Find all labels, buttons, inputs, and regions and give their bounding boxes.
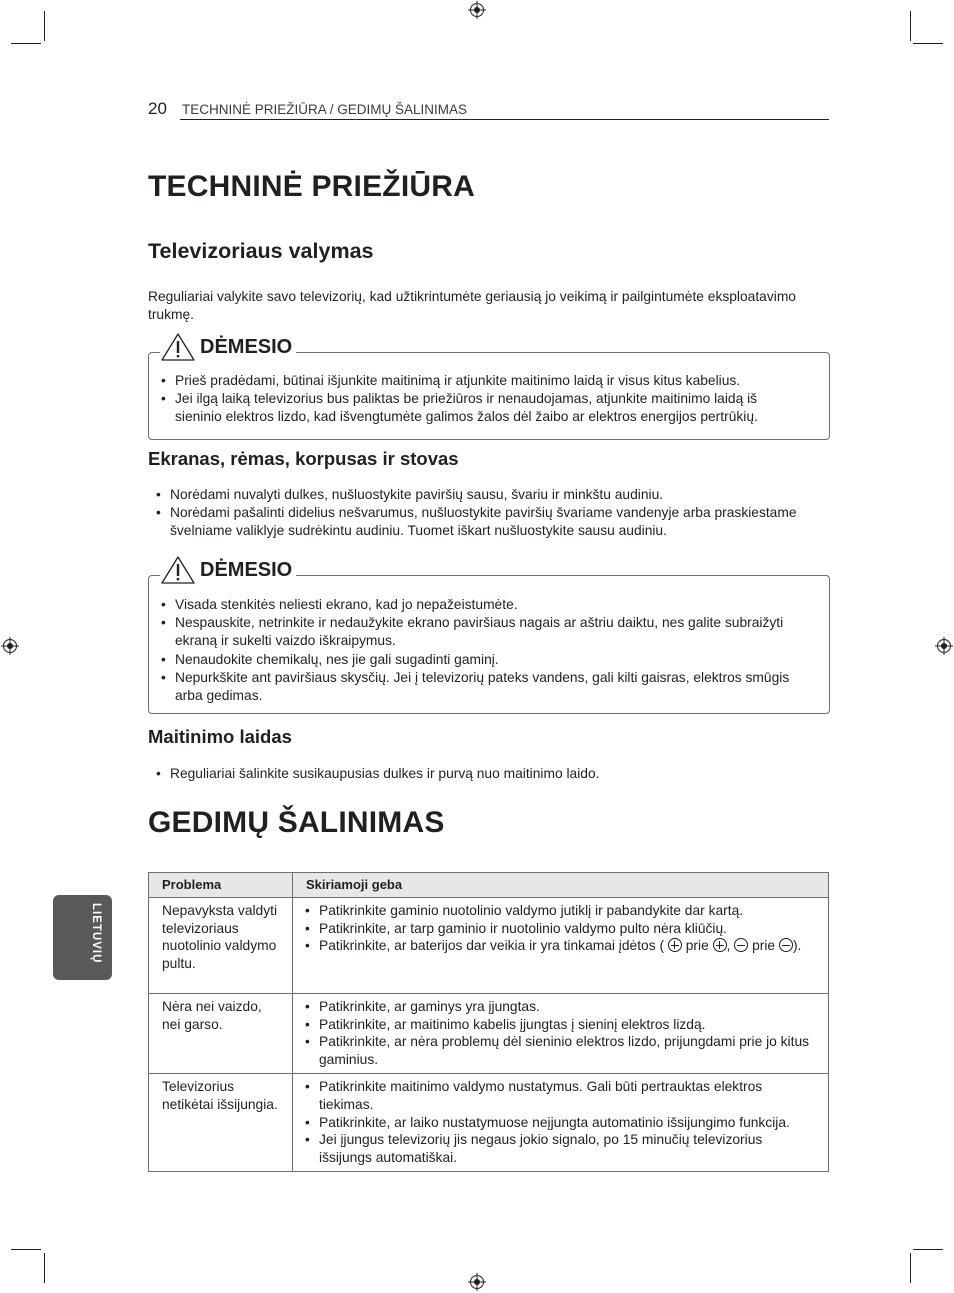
list-item: • Patikrinkite gaminio nuotolinio valdymo jutiklį ir pabandykite dar kartą.: [305, 902, 818, 920]
registration-mark-icon: [1, 637, 19, 655]
list-item: • Jei įjungus televizorių jis negaus jokio signalo, po 15 minučių televizorius išsijungs automatiškai.: [305, 1131, 818, 1166]
caution-title: DĖMESIO: [200, 558, 293, 581]
list-item: • Patikrinkite, ar tarp gaminio ir nuotolinio valdymo pulto nėra kliūčių.: [305, 920, 818, 938]
list-item: • Patikrinkite, ar maitinimo kabelis įjungtas į sieninį elektros lizdą.: [305, 1016, 818, 1034]
crop-mark: [11, 1249, 41, 1250]
list-item: • Nespauskite, netrinkite ir nedaužykite ekrano paviršiaus nagais ar aštriu daiktu, nes galite subraižyti ekraną ir sukelti vaizdo iškraipymus.: [161, 614, 816, 650]
table-header-row: [149, 873, 829, 898]
cord-list: [156, 765, 826, 783]
list-item: • Norėdami nuvalyti dulkes, nušluostykite paviršių sausu, švariu ir minkštu audiniu.: [156, 486, 826, 504]
header-rule: [180, 119, 829, 120]
list-item: • Patikrinkite, ar nėra problemų dėl sieninio elektros lizdo, prijungdami prie jo kitus gaminius.: [305, 1033, 818, 1068]
troubleshooting-title: GEDIMŲ ŠALINIMAS: [148, 806, 445, 839]
minus-terminal-icon: [779, 938, 793, 952]
crop-mark: [11, 43, 41, 44]
list-item: • Jei ilgą laiką televizorius bus paliktas be priežiūros ir nenaudojamas, atjunkite maitinimo laidą iš sieninio elektros lizdo, kad išvengtumėte galimos žalos dėl žaibo ar elektros energijos pertrūkių.: [161, 390, 791, 426]
troubleshooting-table: [148, 872, 829, 1172]
table-row: [149, 1074, 829, 1172]
cord-heading: Maitinimo laidas: [148, 726, 292, 747]
maintenance-title: TECHNINĖ PRIEŽIŪRA: [148, 170, 475, 203]
table-row: [149, 994, 829, 1074]
cleaning-heading: Televizoriaus valymas: [148, 239, 374, 263]
running-header: TECHNINĖ PRIEŽIŪRA / GEDIMŲ ŠALINIMAS: [182, 102, 468, 117]
warning-triangle-icon: [160, 332, 196, 362]
minus-terminal-icon: [734, 938, 748, 952]
page-number: 20: [148, 99, 167, 118]
caution-header: [160, 332, 296, 362]
plus-terminal-icon: [713, 938, 727, 952]
crop-mark: [913, 43, 943, 44]
caution-header: [160, 555, 296, 585]
list-item: • Patikrinkite, ar gaminys yra įjungtas.: [305, 998, 818, 1016]
list-item: • Visada stenkitės neliesti ekrano, kad jo nepažeistumėte.: [161, 596, 816, 614]
column-header-solution: Skiriamoji geba: [293, 873, 829, 898]
registration-mark-icon: [935, 637, 953, 655]
problem-cell: Televizorius netikėtai išsijungia.: [149, 1074, 293, 1172]
screen-list: [156, 486, 826, 541]
registration-mark-icon: [468, 1, 486, 19]
language-tab: [53, 895, 112, 980]
cleaning-intro: Reguliariai valykite savo televizorių, kad užtikrintumėte geriausią jo veikimą ir pailgintumėte eksploatavimo trukmę.: [148, 289, 796, 322]
list-item: • Patikrinkite, ar laiko nustatymuose neįjungta automatinio išsijungimo funkcija.: [305, 1114, 818, 1132]
list-item: • Patikrinkite maitinimo valdymo nustatymus. Gali būti pertrauktas elektros tiekimas.: [305, 1078, 818, 1113]
list-item: • Reguliariai šalinkite susikaupusias dulkes ir purvą nuo maitinimo laido.: [156, 765, 826, 783]
crop-mark: [913, 1249, 943, 1250]
crop-mark: [910, 1253, 911, 1283]
table-row: [149, 898, 829, 994]
list-item: • Prieš pradėdami, būtinai išjunkite maitinimą ir atjunkite maitinimo laidą ir visus kitus kabelius.: [161, 372, 791, 390]
plus-terminal-icon: [668, 938, 682, 952]
crop-mark: [44, 1253, 45, 1283]
language-tab-label: LIETUVIŲ: [90, 903, 102, 964]
registration-mark-icon: [468, 1273, 486, 1291]
warning-triangle-icon: [160, 555, 196, 585]
column-header-problem: Problema: [149, 873, 293, 898]
list-item: • Patikrinkite, ar baterijos dar veikia ir yra tinkamai įdėtos ( prie , prie ).: [305, 937, 818, 955]
problem-cell: Nepavyksta valdyti televizoriaus nuotolinio valdymo pultu.: [149, 898, 293, 994]
caution-list: [161, 372, 791, 427]
solution-cell: [293, 994, 829, 1074]
caution-list: [161, 596, 816, 705]
crop-mark: [44, 11, 45, 41]
list-item: • Nepurkškite ant paviršiaus skysčių. Jei į televizorių pateks vandens, gali kilti gaisras, elektros smūgis arba gedimas.: [161, 669, 816, 705]
caution-title: DĖMESIO: [200, 335, 293, 358]
solution-cell: [293, 898, 829, 994]
crop-mark: [910, 11, 911, 41]
list-item: • Nenaudokite chemikalų, nes jie gali sugadinti gaminį.: [161, 651, 816, 669]
problem-cell: Nėra nei vaizdo, nei garso.: [149, 994, 293, 1074]
list-item: • Norėdami pašalinti didelius nešvarumus, nušluostykite paviršių švariame vandenyje arba praskiestame švelniame valiklyje sudrėkintu audiniu. Tuomet iškart nušluostykite sausu audiniu.: [156, 504, 826, 540]
solution-cell: [293, 1074, 829, 1172]
screen-heading: Ekranas, rėmas, korpusas ir stovas: [148, 448, 459, 469]
